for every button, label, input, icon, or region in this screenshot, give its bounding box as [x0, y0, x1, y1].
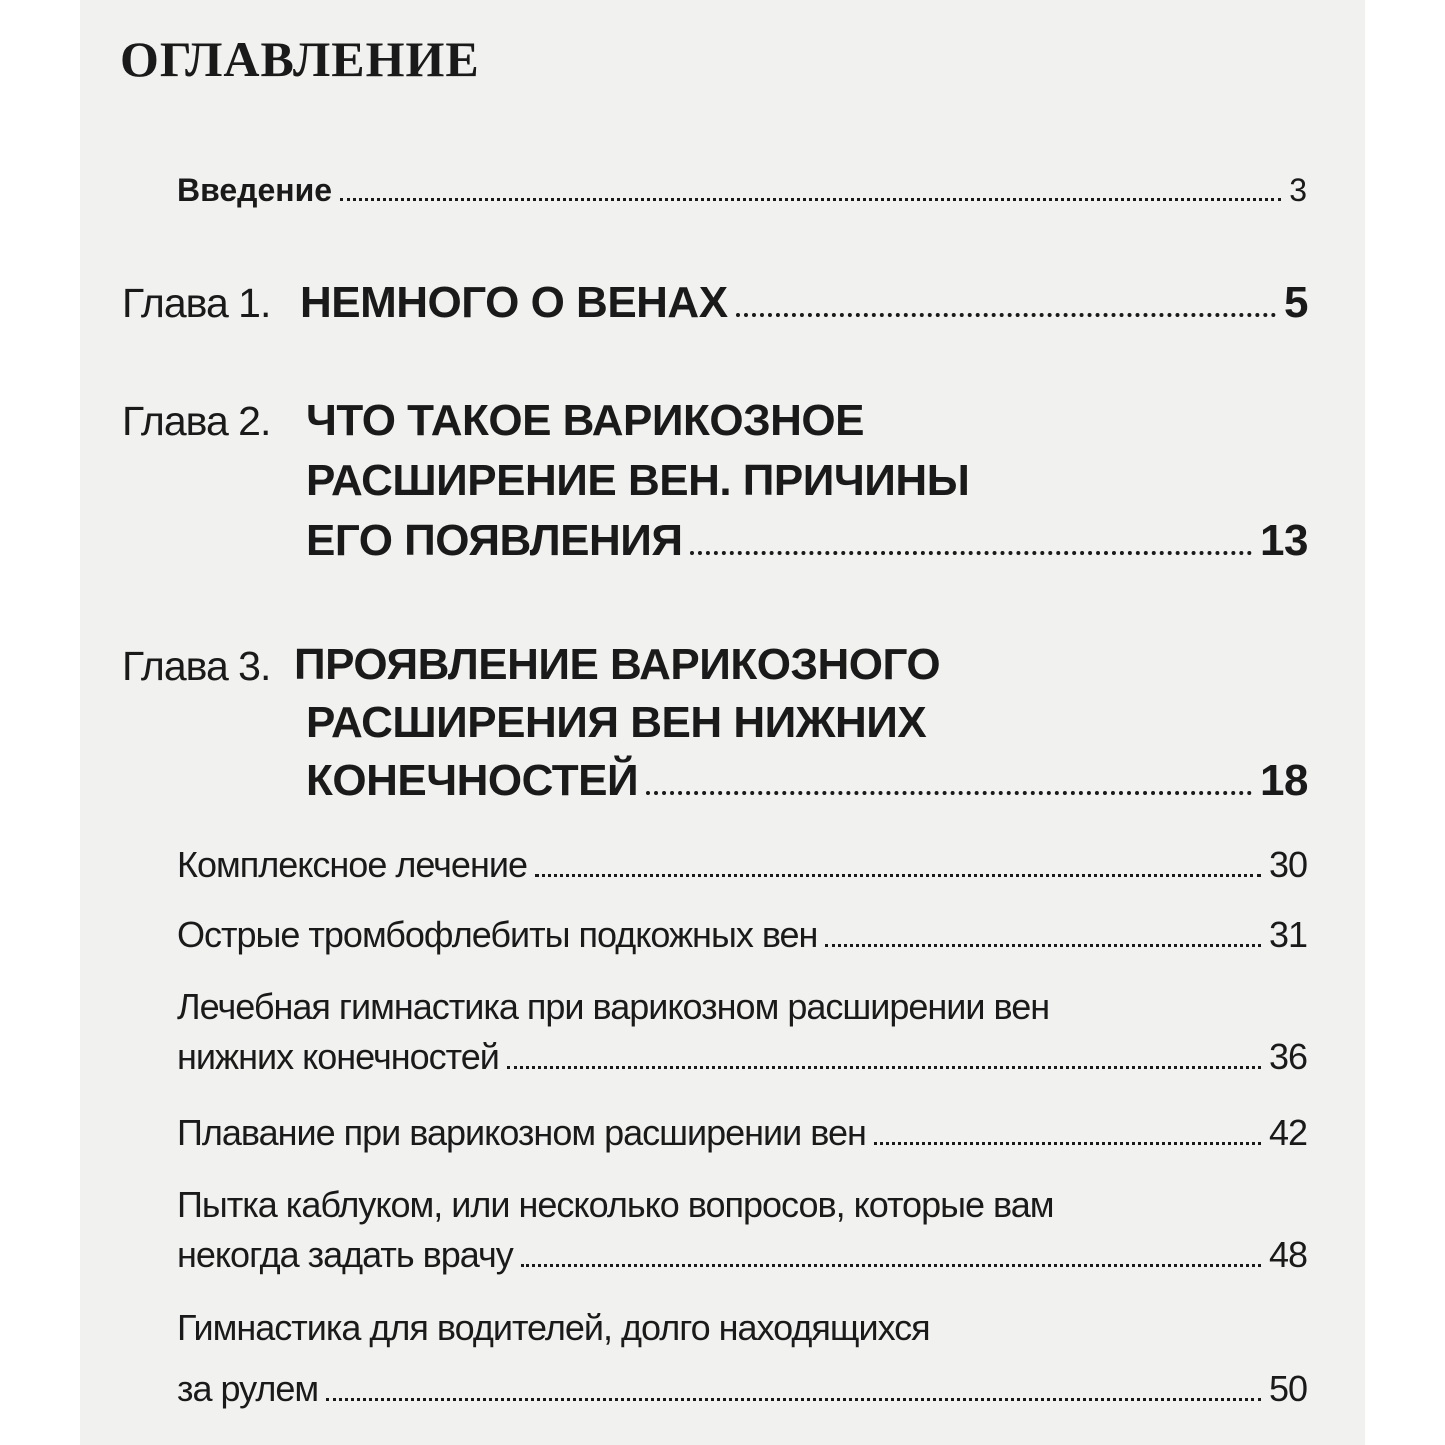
toc-entry-section[interactable]	[177, 1112, 1307, 1154]
chapter-2-title-line-3: ЕГО ПОЯВЛЕНИЯ	[306, 516, 683, 565]
dot-leader	[646, 791, 1252, 795]
section-title-line-2: за рулем	[177, 1368, 319, 1409]
dot-leader	[326, 1398, 1261, 1401]
toc-entry-section[interactable]	[177, 1368, 1307, 1410]
dot-leader	[825, 944, 1261, 947]
page-number: 18	[1260, 756, 1308, 805]
section-title-line-1: Пытка каблуком, или несколько вопросов, которые вам	[177, 1184, 1054, 1225]
section-title-line-1: Лечебная гимнастика при варикозном расширении вен	[177, 986, 1050, 1027]
section-title-line-2: нижних конечностей	[177, 1036, 499, 1077]
section-title: Плавание при варикозном расширении вен	[177, 1112, 866, 1153]
dot-leader	[521, 1264, 1261, 1267]
toc-entry-section[interactable]	[177, 914, 1307, 956]
section-title: Острые тромбофлебиты подкожных вен	[177, 914, 818, 955]
section-title-line-2: некогда задать врачу	[177, 1234, 513, 1275]
chapter-3-title-line-3: КОНЕЧНОСТЕЙ	[306, 756, 639, 805]
dot-leader	[736, 313, 1276, 317]
section-title: Комплексное лечение	[177, 844, 527, 885]
dot-leader	[507, 1066, 1261, 1069]
dot-leader	[690, 551, 1252, 555]
chapter-2-prefix: Глава 2.	[122, 398, 271, 444]
toc-entry-section[interactable]	[177, 844, 1307, 886]
chapter-3-title-line-2: РАСШИРЕНИЯ ВЕН НИЖНИХ	[306, 698, 927, 747]
toc-entry-section[interactable]	[177, 1036, 1307, 1078]
toc-page	[80, 0, 1365, 1445]
toc-entry-section[interactable]	[177, 1234, 1307, 1276]
page-number: 48	[1268, 1234, 1307, 1275]
page-number: 30	[1268, 844, 1307, 885]
toc-entry-chapter-1[interactable]	[300, 278, 1308, 328]
page-number: 3	[1289, 172, 1307, 208]
page-number: 13	[1260, 516, 1308, 565]
page-number: 42	[1268, 1112, 1307, 1153]
page-number: 50	[1268, 1368, 1307, 1409]
chapter-1-title: НЕМНОГО О ВЕНАХ	[300, 278, 728, 327]
chapter-1-prefix: Глава 1.	[122, 280, 271, 326]
toc-entry-title: Введение	[177, 172, 333, 208]
section-title-line-1: Гимнастика для водителей, долго находящихся	[177, 1307, 930, 1348]
toc-entry-chapter-2[interactable]	[306, 516, 1308, 566]
page-number: 36	[1268, 1036, 1307, 1077]
chapter-2-title-line-1: ЧТО ТАКОЕ ВАРИКОЗНОЕ	[306, 396, 865, 445]
dot-leader	[874, 1142, 1261, 1145]
page-number: 5	[1284, 278, 1308, 327]
page-title: ОГЛАВЛЕНИЕ	[120, 31, 480, 87]
dot-leader	[340, 198, 1281, 201]
dot-leader	[535, 874, 1261, 877]
toc-entry-intro[interactable]	[177, 172, 1307, 209]
chapter-2-title-line-2: РАСШИРЕНИЕ ВЕН. ПРИЧИНЫ	[306, 456, 970, 505]
chapter-3-prefix: Глава 3.	[122, 643, 271, 689]
toc-entry-chapter-3[interactable]	[306, 756, 1308, 806]
chapter-3-title-line-1: ПРОЯВЛЕНИЕ ВАРИКОЗНОГО	[294, 640, 941, 689]
page-number: 31	[1268, 914, 1307, 955]
